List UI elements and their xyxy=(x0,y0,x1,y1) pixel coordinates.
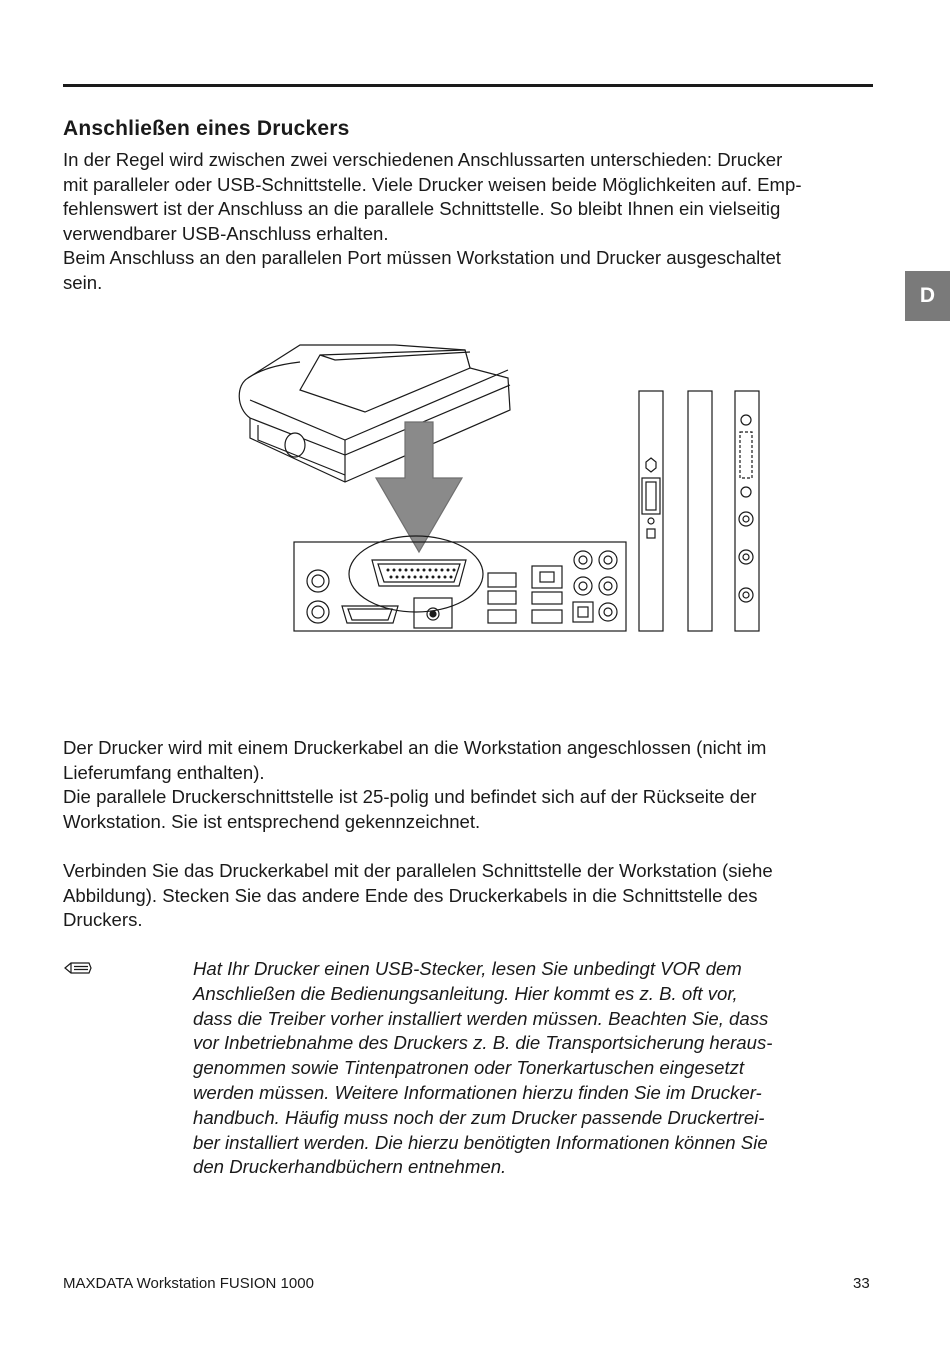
language-tab: D xyxy=(905,271,950,321)
text-line: vor Inbetriebnahme des Druckers z. B. die Transportsicherung heraus- xyxy=(193,1032,773,1054)
text-line: Druckers. xyxy=(63,909,143,931)
text-line: In der Regel wird zwischen zwei verschiedenen Anschlussarten unterschieden: Drucker xyxy=(63,149,783,170)
section-heading: Anschließen eines Druckers xyxy=(63,117,350,140)
footer-product-name: MAXDATA Workstation FUSION 1000 xyxy=(63,1275,314,1292)
expansion-slot-brackets xyxy=(639,391,759,631)
cable-paragraph xyxy=(63,736,875,834)
text-line: mit paralleler oder USB-Schnittstelle. Viele Drucker weisen beide Möglichkeiten auf. Emp- xyxy=(63,173,802,195)
text-line: werden müssen. Weitere Informationen hierzu finden Sie im Drucker- xyxy=(193,1081,762,1103)
text-line: sein. xyxy=(63,271,103,293)
text-line: ber installiert werden. Die hierzu benötigten Informationen können Sie xyxy=(193,1131,768,1153)
text-line: Beim Anschluss an den parallelen Port müssen Workstation und Drucker ausgeschaltet xyxy=(63,247,781,269)
text-line: genommen sowie Tintenpatronen oder Tonerkartuschen eingesetzt xyxy=(193,1057,745,1079)
text-line: Verbinden Sie das Druckerkabel mit der parallelen Schnittstelle der Workstation (siehe xyxy=(63,860,773,881)
pencil-icon xyxy=(63,960,93,976)
text-line: Workstation. Sie ist entsprechend gekennzeichnet. xyxy=(63,810,481,832)
text-line: Der Drucker wird mit einem Druckerkabel an die Workstation angeschlossen (nicht im xyxy=(63,737,767,758)
text-line: Die parallele Druckerschnittstelle ist 25-polig und befindet sich auf der Rückseite der xyxy=(63,786,757,808)
printer-drawing xyxy=(239,345,510,482)
text-line: Hat Ihr Drucker einen USB-Stecker, lesen Sie unbedingt VOR dem xyxy=(193,958,742,979)
text-line: dass die Treiber vorher installiert werden müssen. Beachten Sie, dass xyxy=(193,1007,769,1029)
text-line: Anschließen die Bedienungsanleitung. Hier kommt es z. B. oft vor, xyxy=(193,982,738,1004)
text-line: den Druckerhandbüchern entnehmen. xyxy=(193,1156,507,1178)
text-line: Abbildung). Stecken Sie das andere Ende des Druckerkabels in die Schnittstelle des xyxy=(63,884,758,906)
connect-paragraph xyxy=(63,859,875,933)
printer-connection-illustration xyxy=(230,335,770,640)
note-text xyxy=(193,957,883,1180)
text-line: fehlenswert ist der Anschluss an die parallele Schnittstelle. So bleibt Ihnen ein vielseitig xyxy=(63,198,781,220)
text-line: Lieferumfang enthalten). xyxy=(63,761,265,783)
rear-io-panel xyxy=(294,536,626,631)
top-rule xyxy=(63,84,873,87)
text-line: handbuch. Häufig muss noch der zum Drucker passende Druckertrei- xyxy=(193,1106,765,1128)
text-line: verwendbarer USB-Anschluss erhalten. xyxy=(63,222,389,244)
page-number: 33 xyxy=(853,1275,870,1292)
parallel-port-pins xyxy=(387,569,455,578)
intro-paragraph xyxy=(63,148,875,296)
